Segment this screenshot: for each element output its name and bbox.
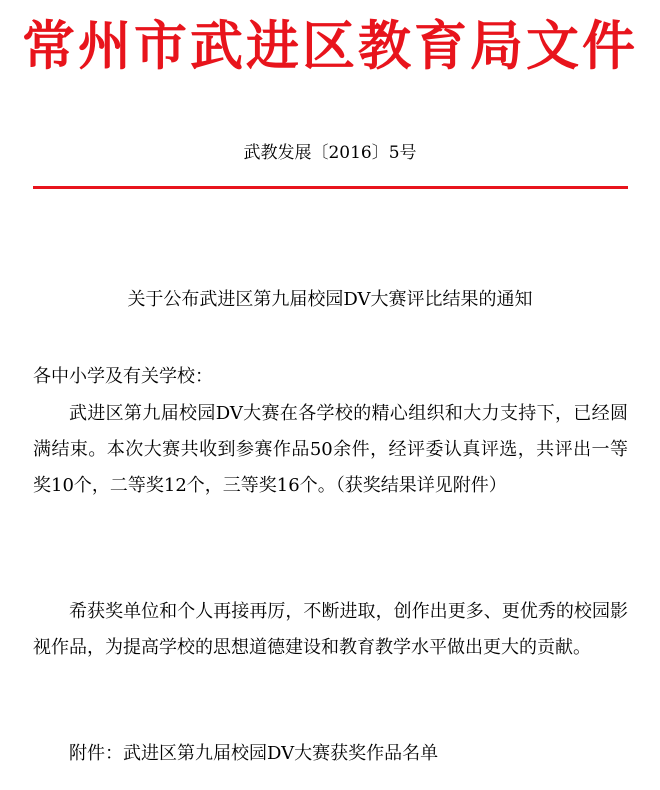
notice-title: 关于公布武进区第九届校园DV大赛评比结果的通知 — [127, 289, 533, 310]
salutation: 各中小学及有关学校： — [33, 366, 213, 387]
body-paragraph-2: 希获奖单位和个人再接再厉，不断进取，创作出更多、更优秀的校园影视作品，为提高学校的思想道德建设和教育教学水平做出更大的贡献。 — [33, 601, 628, 658]
document-number: 武教发展〔2016〕5号 — [243, 143, 417, 163]
attachment-line: 附件：武进区第九届校园DV大赛获奖作品名单 — [69, 743, 439, 764]
document-header-title: 常州市武进区教育局文件 — [22, 16, 638, 77]
body-paragraph-1: 武进区第九届校园DV大赛在各学校的精心组织和大力支持下，已经圆满结束。本次大赛共收到参赛作品50余件，经评委认真评选，共评出一等奖10个，二等奖12个，三等奖16个。（获奖结果详见附件） — [33, 403, 628, 496]
red-divider-line — [33, 186, 628, 189]
